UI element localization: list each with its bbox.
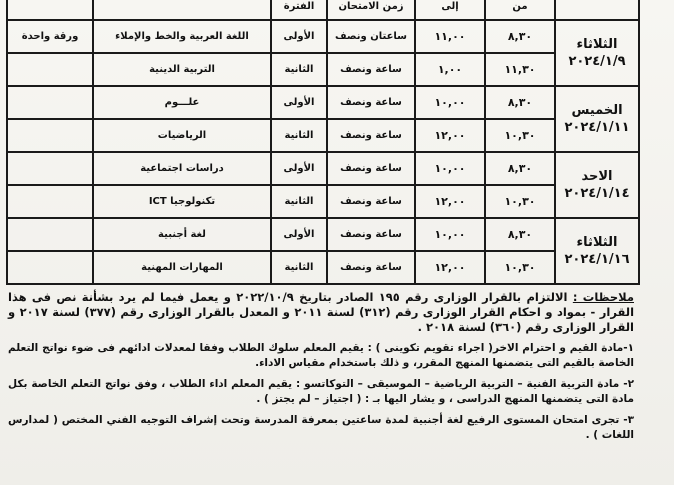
header-from: من xyxy=(485,0,555,20)
table-row xyxy=(7,86,639,119)
time-from: ١١,٣٠ xyxy=(485,53,555,86)
table-row xyxy=(7,185,639,218)
exam-duration: ساعة ونصف xyxy=(327,251,415,284)
exam-subject: تكنولوجيا ICT xyxy=(93,185,271,218)
table-row xyxy=(7,119,639,152)
day-date: ٢٠٢٤/١/١٤ xyxy=(564,186,630,201)
exam-note xyxy=(7,86,93,119)
exam-subject: المهارات المهنية xyxy=(93,251,271,284)
day-cell xyxy=(555,86,639,152)
time-to: ١٢,٠٠ xyxy=(415,251,485,284)
table-row xyxy=(7,152,639,185)
time-to: ١٢,٠٠ xyxy=(415,119,485,152)
exam-period: الثانية xyxy=(271,251,327,284)
time-from: ٨,٣٠ xyxy=(485,218,555,251)
header-to: إلى xyxy=(415,0,485,20)
exam-period: الأولى xyxy=(271,152,327,185)
exam-period: الثانية xyxy=(271,53,327,86)
exam-subject: التربية الدينية xyxy=(93,53,271,86)
exam-note xyxy=(7,152,93,185)
time-to: ١٢,٠٠ xyxy=(415,185,485,218)
exam-period: الأولى xyxy=(271,86,327,119)
day-cell xyxy=(555,152,639,218)
day-name: الخميس xyxy=(571,103,623,118)
exam-schedule-table xyxy=(6,0,640,285)
time-to: ١,٠٠ xyxy=(415,53,485,86)
exam-subject: دراسات اجتماعية xyxy=(93,152,271,185)
exam-duration: ساعة ونصف xyxy=(327,185,415,218)
header-day xyxy=(555,0,639,20)
day-date: ٢٠٢٤/١/١١ xyxy=(564,120,630,135)
time-from: ٨,٣٠ xyxy=(485,20,555,53)
notes-label: ملاحظات : xyxy=(572,290,634,304)
table-row xyxy=(7,251,639,284)
header-period: الفترة xyxy=(271,0,327,20)
time-to: ١١,٠٠ xyxy=(415,20,485,53)
exam-note xyxy=(7,53,93,86)
day-date: ٢٠٢٤/١/٩ xyxy=(568,54,626,69)
exam-note xyxy=(7,218,93,251)
exam-subject: علـــوم xyxy=(93,86,271,119)
exam-note xyxy=(7,251,93,284)
table-row xyxy=(7,53,639,86)
exam-period: الأولى xyxy=(271,20,327,53)
exam-subject: الرياضيات xyxy=(93,119,271,152)
exam-duration: ساعة ونصف xyxy=(327,152,415,185)
time-to: ١٠,٠٠ xyxy=(415,218,485,251)
exam-subject: اللغة العربية والخط والإملاء xyxy=(93,20,271,53)
notes-intro: الالتزام بالقرار الوزارى رقم ١٩٥ الصادر بتاريخ ٢٠٢٢/١٠/٩ و يعمل فيما لم يرد بشأنة نص فى هذا القرار - بمواد و احكام القرار الوزارى رقم (٣١٢) لسنة ٢٠١١ و المعدل بالقرار الوزارى رقم (٣٧٧) لسنة ٢٠١٧ و القرار الوزارى رقم (٣٦٠) لسنة ٢٠١٨ . xyxy=(8,290,635,334)
exam-duration: ساعة ونصف xyxy=(327,86,415,119)
time-from: ١٠,٣٠ xyxy=(485,185,555,218)
time-to: ١٠,٠٠ xyxy=(415,86,485,119)
day-name: الثلاثاء xyxy=(576,235,618,250)
day-cell xyxy=(555,218,639,284)
exam-subject: لغة أجنبية xyxy=(93,218,271,251)
time-from: ٨,٣٠ xyxy=(485,86,555,119)
exam-period: الثانية xyxy=(271,185,327,218)
exam-period: الثانية xyxy=(271,119,327,152)
table-row xyxy=(7,218,639,251)
exam-note: ورقة واحدة xyxy=(7,20,93,53)
header-subject xyxy=(93,0,271,20)
note-item-3: ٣- تجرى امتحان المستوى الرفيع لغة أجنبية لمدة ساعتين بمعرفة المدرسة وتحت إشراف التوجيه الفني المختص ( لمدارس اللغات ) . xyxy=(8,414,634,441)
table-row xyxy=(7,20,639,53)
notes-section xyxy=(8,290,634,449)
exam-duration: ساعة ونصف xyxy=(327,119,415,152)
time-to: ١٠,٠٠ xyxy=(415,152,485,185)
time-from: ١٠,٣٠ xyxy=(485,119,555,152)
note-item-1: ١-مادة القيم و احترام الاخر( اجراء تقويم تكوينى ) : يقيم المعلم سلوك الطلاب وفقا لمعدلات ادائهم فى ضوء نواتج التعلم الخاصة بالقيم التى يتضمنها المنهج المقرر، و ذلك باستخدام مقياس الاداء. xyxy=(8,342,634,369)
exam-duration: ساعة ونصف xyxy=(327,53,415,86)
exam-duration: ساعتان ونصف xyxy=(327,20,415,53)
header-duration: زمن الامتحان xyxy=(327,0,415,20)
time-from: ٨,٣٠ xyxy=(485,152,555,185)
exam-note xyxy=(7,119,93,152)
day-cell xyxy=(555,20,639,86)
header-note xyxy=(7,0,93,20)
exam-note xyxy=(7,185,93,218)
table-header-row xyxy=(7,0,639,20)
exam-period: الأولى xyxy=(271,218,327,251)
note-item-2: ٢- مادة التربية الفنية – التربية الرياضية – الموسيقى – التوكاتسو : يقيم المعلم اداء الطلاب ، وفق نواتج التعلم الخاصة بكل مادة التى يتضمنها المنهج الدراسى ، و يشار اليها بـ : ( اجتياز – لم يجتز ) . xyxy=(8,378,634,405)
notes-intro-paragraph xyxy=(8,290,634,335)
day-name: الاحد xyxy=(581,169,613,184)
time-from: ١٠,٣٠ xyxy=(485,251,555,284)
day-name: الثلاثاء xyxy=(576,37,618,52)
exam-duration: ساعة ونصف xyxy=(327,218,415,251)
day-date: ٢٠٢٤/١/١٦ xyxy=(564,252,630,267)
